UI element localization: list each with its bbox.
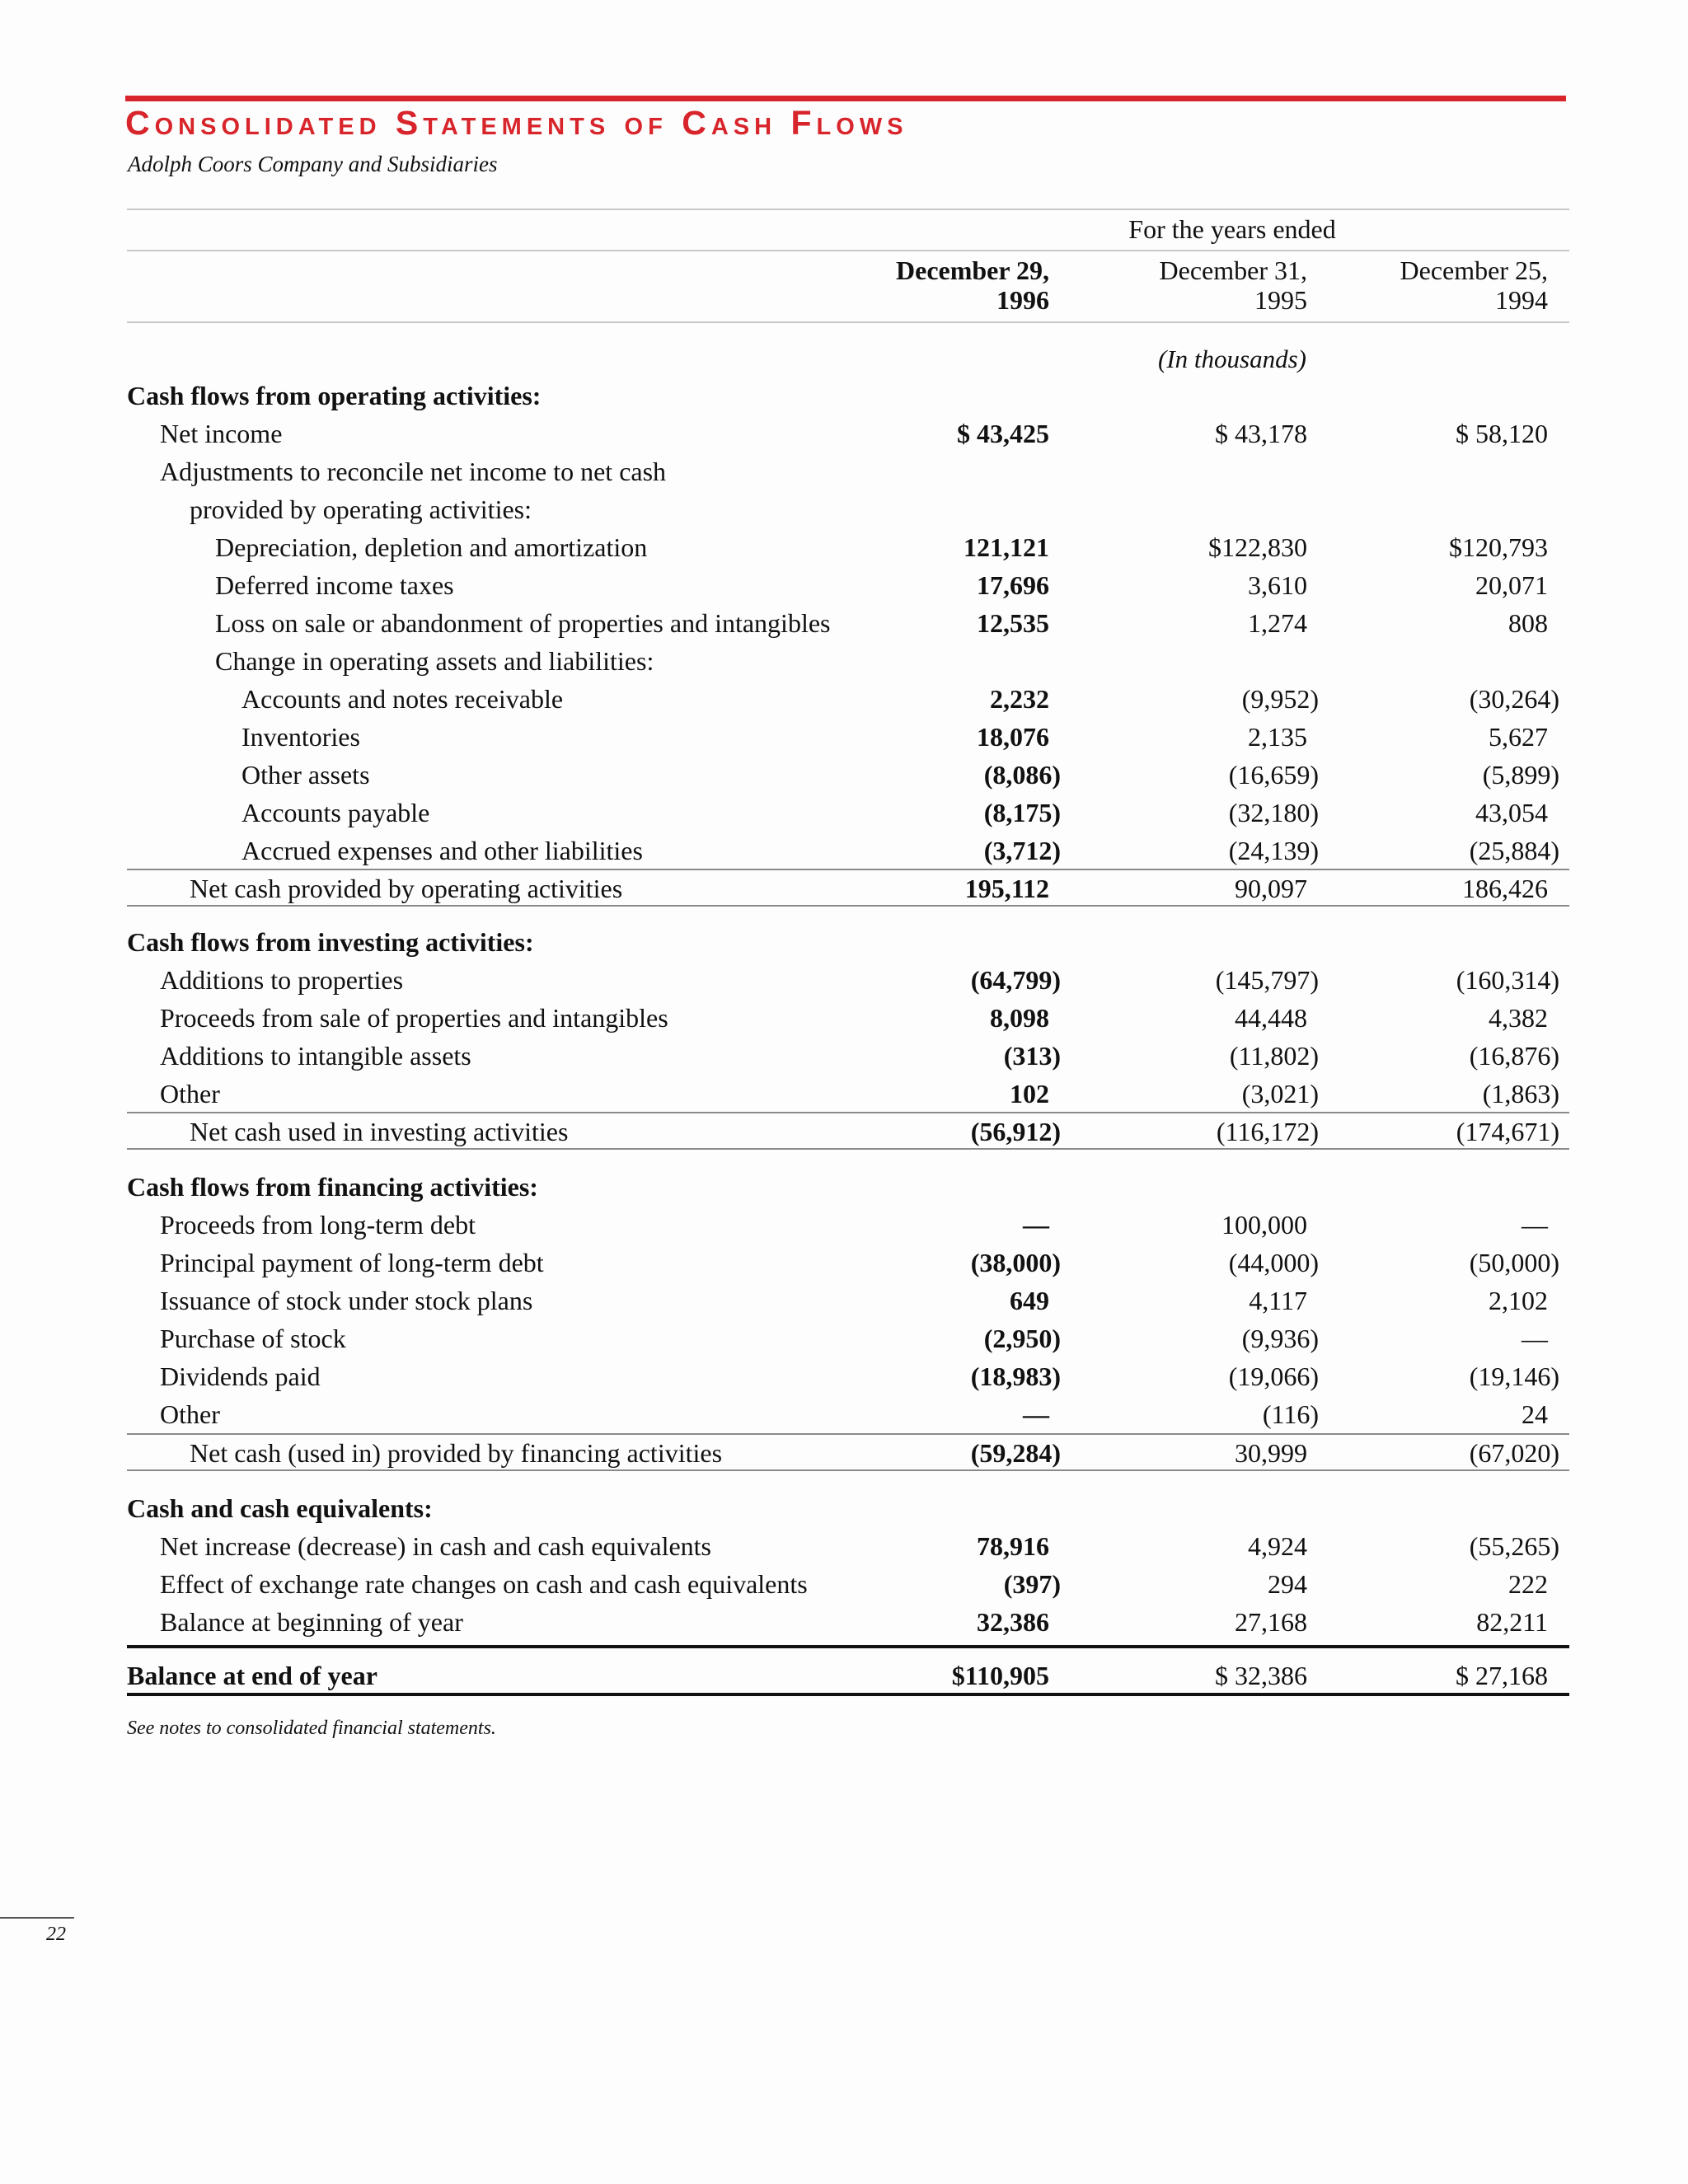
row-label: Net increase (decrease) in cash and cash equivalents — [160, 1531, 711, 1561]
value-1995: (16,659) — [1228, 760, 1319, 790]
row-label: Effect of exchange rate changes on cash and cash equivalents — [160, 1569, 808, 1599]
row-label: Net cash (used in) provided by financing activities — [190, 1438, 723, 1468]
value-1996: (8,086) — [983, 760, 1061, 790]
value-1995: 2,135 — [1248, 722, 1307, 752]
table-row — [0, 1000, 1688, 1036]
value-1996: (59,284) — [970, 1438, 1061, 1468]
value-1996: 78,916 — [977, 1531, 1049, 1561]
value-1994: 24 — [1522, 1399, 1548, 1429]
column-header-1995-text: December 31, 1995 — [1159, 255, 1307, 315]
row-label: Issuance of stock under stock plans — [160, 1286, 533, 1315]
value-1996: $110,905 — [951, 1661, 1049, 1690]
table-row — [0, 1396, 1688, 1432]
row-label: Net cash provided by operating activities — [190, 874, 623, 903]
table-row — [0, 1244, 1688, 1281]
value-1996: 12,535 — [977, 608, 1049, 638]
value-1995: 4,924 — [1248, 1531, 1307, 1561]
rule-above-investing-total — [127, 1112, 1569, 1113]
value-1996: (2,950) — [983, 1324, 1061, 1353]
rule-above-ending-balance — [127, 1645, 1569, 1648]
column-header-1996-text: December 29, 1996 — [896, 255, 1049, 315]
value-1995: 90,097 — [1235, 874, 1307, 903]
value-1994: (19,146) — [1469, 1361, 1559, 1391]
row-label: Deferred income taxes — [215, 570, 454, 600]
row-label: Dividends paid — [160, 1361, 321, 1391]
row-label: Cash and cash equivalents: — [127, 1493, 433, 1523]
value-1995: $122,830 — [1208, 532, 1307, 562]
table-row — [0, 567, 1688, 603]
value-1995: (9,952) — [1241, 684, 1319, 714]
row-label: Accrued expenses and other liabilities — [241, 836, 643, 865]
row-label: Adjustments to reconcile net income to net cash — [160, 457, 667, 486]
table-row — [0, 643, 1688, 679]
value-1996: 121,121 — [964, 532, 1049, 562]
value-1996: 32,386 — [977, 1607, 1049, 1637]
rule-above-financing-total — [127, 1433, 1569, 1435]
footnote: See notes to consolidated financial statements. — [127, 1718, 496, 1739]
row-label: Other — [160, 1399, 220, 1429]
table-row — [0, 757, 1688, 793]
value-1996: 2,232 — [990, 684, 1049, 714]
table-row — [0, 453, 1688, 490]
column-header-1994-text: December 25, 1994 — [1400, 255, 1548, 315]
column-header-1996 — [896, 255, 1049, 315]
table-row — [0, 1435, 1688, 1471]
value-1996: 17,696 — [977, 570, 1049, 600]
value-1995: 30,999 — [1235, 1438, 1307, 1468]
table-row — [0, 1657, 1688, 1694]
table-row — [0, 1358, 1688, 1394]
value-1994: $ 27,168 — [1456, 1661, 1548, 1690]
value-1996: (3,712) — [983, 836, 1061, 865]
value-1994: (50,000) — [1469, 1248, 1559, 1277]
value-1996: (397) — [1003, 1569, 1061, 1599]
table-row — [0, 1604, 1688, 1640]
row-label: Inventories — [241, 722, 360, 752]
table-row — [0, 719, 1688, 755]
value-1995: (11,802) — [1229, 1041, 1319, 1071]
value-1996: 18,076 — [977, 722, 1049, 752]
page-number-rule — [0, 1917, 74, 1919]
row-label: provided by operating activities: — [190, 494, 532, 524]
row-label: Proceeds from long-term debt — [160, 1210, 476, 1240]
value-1995: $ 32,386 — [1215, 1661, 1307, 1690]
table-row — [0, 832, 1688, 869]
row-label: Additions to properties — [160, 965, 404, 995]
column-header-1994 — [1400, 255, 1548, 315]
value-1994: (174,671) — [1456, 1117, 1559, 1146]
value-1996: 102 — [1010, 1079, 1049, 1108]
row-label: Balance at beginning of year — [160, 1607, 463, 1637]
title-rule — [125, 96, 1566, 101]
page-title: Consolidated Statements of Cash Flows — [125, 104, 908, 142]
value-1994: 2,102 — [1489, 1286, 1548, 1315]
row-label: Depreciation, depletion and amortization — [215, 532, 648, 562]
value-1995: $ 43,178 — [1215, 419, 1307, 448]
row-label: Cash flows from operating activities: — [127, 381, 542, 410]
header-top-rule — [127, 209, 1569, 210]
value-1994: (5,899) — [1482, 760, 1559, 790]
row-label: Net cash used in investing activities — [190, 1117, 569, 1146]
table-row — [0, 1207, 1688, 1243]
value-1995: (3,021) — [1241, 1079, 1319, 1108]
value-1995: 294 — [1268, 1569, 1307, 1599]
value-1996: (8,175) — [983, 798, 1061, 827]
table-row — [0, 1566, 1688, 1602]
years-ended-heading: For the years ended — [1128, 214, 1336, 244]
row-label: Change in operating assets and liabilities: — [215, 646, 654, 676]
value-1996: (38,000) — [970, 1248, 1061, 1277]
value-1996: 195,112 — [964, 874, 1049, 903]
value-1996: $ 43,425 — [957, 419, 1049, 448]
value-1994: $ 58,120 — [1456, 419, 1548, 448]
value-1995: (32,180) — [1228, 798, 1319, 827]
table-row — [0, 870, 1688, 907]
units-note: (In thousands) — [1158, 344, 1306, 373]
value-1995: 27,168 — [1235, 1607, 1307, 1637]
row-label: Proceeds from sale of properties and intangibles — [160, 1003, 668, 1033]
value-1995: 44,448 — [1235, 1003, 1307, 1033]
value-1994: 82,211 — [1476, 1607, 1548, 1637]
value-1995: 100,000 — [1221, 1210, 1307, 1240]
value-1995: 3,610 — [1248, 570, 1307, 600]
value-1994: 186,426 — [1462, 874, 1548, 903]
row-label: Additions to intangible assets — [160, 1041, 471, 1071]
rule-below-financing-total — [127, 1469, 1569, 1471]
value-1996: (56,912) — [970, 1117, 1061, 1146]
table-row — [0, 605, 1688, 641]
table-row — [0, 529, 1688, 565]
value-1994: 4,382 — [1489, 1003, 1548, 1033]
value-1994: (160,314) — [1456, 965, 1559, 995]
value-1994: 5,627 — [1489, 722, 1548, 752]
row-label: Accounts payable — [241, 798, 430, 827]
value-1995: (19,066) — [1228, 1361, 1319, 1391]
row-label: Purchase of stock — [160, 1324, 346, 1353]
row-label: Other assets — [241, 760, 370, 790]
row-label: Accounts and notes receivable — [241, 684, 564, 714]
value-1994: — — [1522, 1324, 1548, 1353]
table-row — [0, 962, 1688, 998]
table-row — [0, 1282, 1688, 1319]
value-1995: 4,117 — [1249, 1286, 1307, 1315]
value-1995: (44,000) — [1228, 1248, 1319, 1277]
value-1994: (67,020) — [1469, 1438, 1559, 1468]
value-1996: (313) — [1003, 1041, 1061, 1071]
table-row — [0, 415, 1688, 452]
value-1994: (16,876) — [1469, 1041, 1559, 1071]
value-1994: (30,264) — [1469, 684, 1559, 714]
table-row — [0, 1528, 1688, 1564]
value-1996: (18,983) — [970, 1361, 1061, 1391]
value-1996: — — [1023, 1399, 1049, 1429]
rule-below-ending-balance — [127, 1693, 1569, 1696]
value-1996: — — [1023, 1210, 1049, 1240]
table-row — [0, 1038, 1688, 1074]
value-1994: 222 — [1508, 1569, 1548, 1599]
value-1995: (145,797) — [1215, 965, 1319, 995]
value-1994: (1,863) — [1482, 1079, 1559, 1108]
table-row — [0, 681, 1688, 717]
table-row — [0, 1076, 1688, 1112]
row-label: Balance at end of year — [127, 1661, 377, 1690]
value-1996: 8,098 — [990, 1003, 1049, 1033]
row-label: Cash flows from financing activities: — [127, 1172, 538, 1202]
value-1994: 43,054 — [1475, 798, 1548, 827]
table-row — [0, 1320, 1688, 1357]
header-mid-rule — [127, 250, 1569, 251]
value-1995: (116,172) — [1216, 1117, 1319, 1146]
company-subtitle: Adolph Coors Company and Subsidiaries — [128, 152, 498, 176]
value-1996: (64,799) — [970, 965, 1061, 995]
value-1994: (55,265) — [1469, 1531, 1559, 1561]
row-label: Other — [160, 1079, 220, 1108]
table-row — [0, 794, 1688, 831]
row-label: Net income — [160, 419, 283, 448]
row-label: Cash flows from investing activities: — [127, 927, 534, 957]
table-row — [0, 377, 1688, 414]
value-1994: $120,793 — [1449, 532, 1548, 562]
rule-above-operating-total — [127, 869, 1569, 870]
page-number: 22 — [46, 1924, 66, 1945]
value-1994: — — [1522, 1210, 1548, 1240]
value-1994: 808 — [1508, 608, 1548, 638]
rule-below-operating-total — [127, 905, 1569, 907]
row-label: Principal payment of long-term debt — [160, 1248, 544, 1277]
value-1995: 1,274 — [1248, 608, 1307, 638]
header-bottom-rule — [127, 321, 1569, 323]
rule-below-investing-total — [127, 1148, 1569, 1150]
value-1995: (9,936) — [1241, 1324, 1319, 1353]
value-1995: (24,139) — [1228, 836, 1319, 865]
value-1996: 649 — [1010, 1286, 1049, 1315]
table-row — [0, 1169, 1688, 1205]
table-row — [0, 924, 1688, 960]
table-row — [0, 491, 1688, 527]
value-1994: (25,884) — [1469, 836, 1559, 865]
value-1995: (116) — [1262, 1399, 1319, 1429]
column-header-1995 — [1160, 255, 1307, 315]
table-row — [0, 1113, 1688, 1150]
value-1994: 20,071 — [1475, 570, 1548, 600]
row-label: Loss on sale or abandonment of properties and intangibles — [215, 608, 831, 638]
table-row — [0, 1490, 1688, 1526]
